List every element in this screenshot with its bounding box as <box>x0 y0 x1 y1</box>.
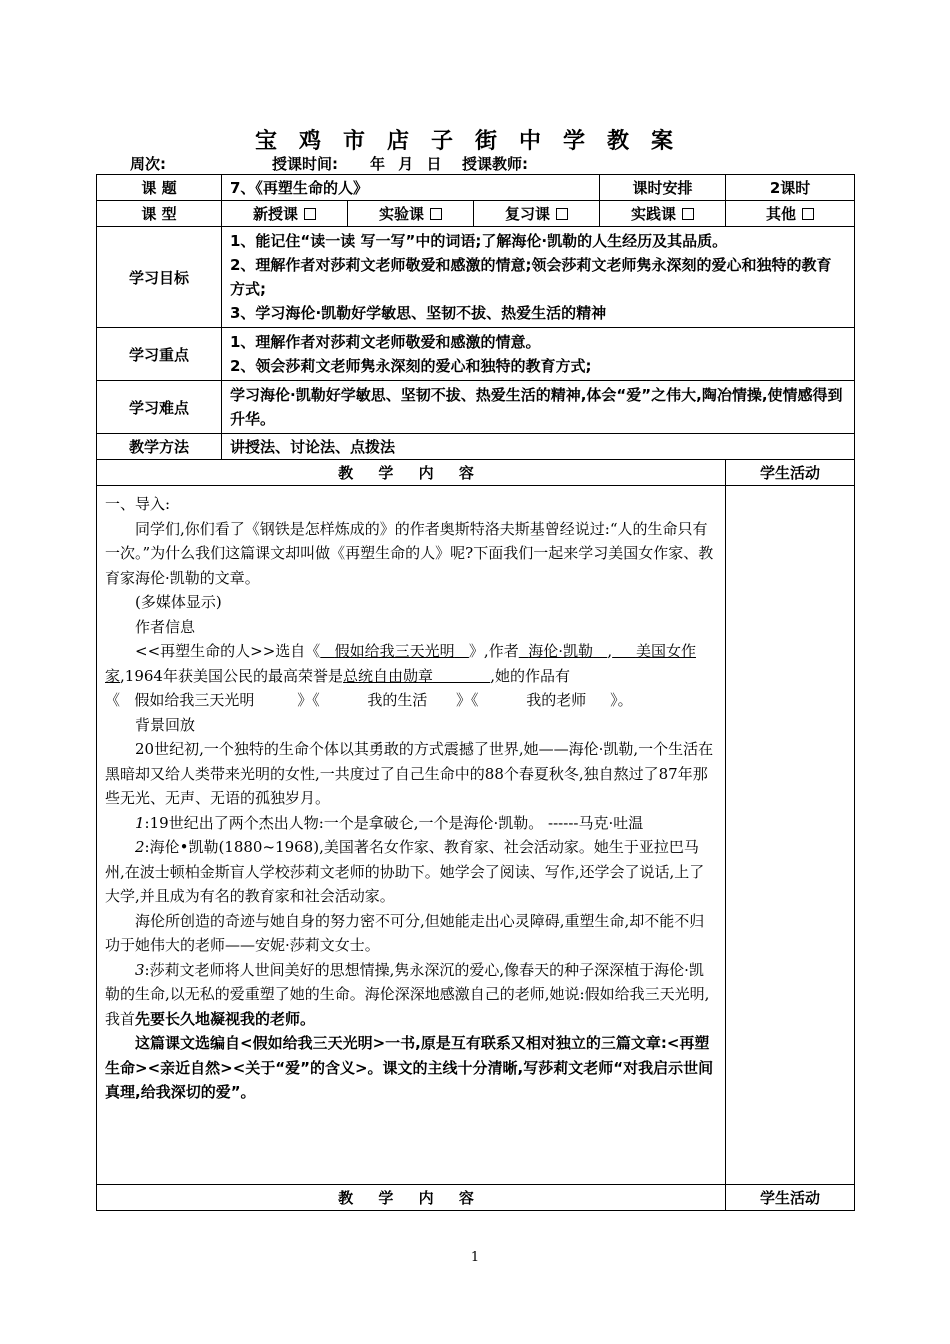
student-activity-header: 学生活动 <box>726 460 855 486</box>
hours-label: 课时安排 <box>600 175 726 201</box>
objectives-label: 学习目标 <box>97 227 222 328</box>
method-row <box>97 434 855 460</box>
type-option-review: 复习课 <box>474 201 600 227</box>
difficulties-label: 学习难点 <box>97 381 222 434</box>
key-point-item: 1、理解作者对莎莉文老师敬爱和感激的情意。 <box>230 333 541 351</box>
intro-heading: 一、导入: <box>105 495 171 513</box>
type-label: 课 型 <box>97 201 222 227</box>
page-title: 宝鸡市店子街中学教案 <box>254 129 695 154</box>
content-row <box>97 486 855 1185</box>
teacher-paragraph: 3:莎莉文老师将人世间美好的思想情操,隽永深沉的爱心,像春天的种子深深植于海伦·凯勒的生命,以无私的爱重塑了她的生命。海伦深深地感激自己的老师,她说:假如给我三天光明,我首先要长久地凝视我的老师。 <box>105 960 710 1028</box>
checkbox-icon[interactable] <box>556 208 568 220</box>
checkbox-icon[interactable] <box>430 208 442 220</box>
student-activity-cell <box>726 486 855 1185</box>
student-activity-header: 学生活动 <box>726 1185 855 1211</box>
objectives-row <box>97 227 855 328</box>
date-units: 年 月 日 <box>370 155 446 173</box>
difficulties-row <box>97 381 855 434</box>
miracle-paragraph: 海伦所创造的奇迹与她自身的努力密不可分,但她能走出心灵障碍,重塑生命,却不能不归功于她伟大的老师——安妮·莎莉文女士。 <box>105 911 705 954</box>
page-number: 1 <box>470 1250 480 1265</box>
background-heading: 背景回放 <box>135 715 196 734</box>
author-blank: 海伦·凯勒 <box>528 642 594 660</box>
method-value: 讲授法、讨论法、点拨法 <box>222 434 855 460</box>
nationality-blank: 美国女作家 <box>105 642 696 685</box>
content-header: 教 学 内 容 <box>97 1185 726 1211</box>
objective-item: 1、能记住“读一读 写一写”中的词语;了解海伦·凯勒的人生经历及其品质。 <box>230 232 728 250</box>
type-row <box>97 201 855 227</box>
topic-label: 课 题 <box>97 175 222 201</box>
background-paragraph: 20世纪初,一个独特的生命个体以其勇敢的方式震撼了世界,她——海伦·凯勒,一个生活在黑暗却又给人类带来光明的女性,一共度过了自己生命中的88个春夏秋冬,独自熬过了87年那些无光、无声、无语的孤独岁月。 <box>105 740 714 807</box>
multimedia-note: (多媒体显示) <box>135 593 222 611</box>
objective-item: 2、理解作者对莎莉文老师敬爱和感激的情意;领会莎莉文老师隽永深刻的爱心和独特的教育方式; <box>230 256 832 298</box>
checkbox-icon[interactable] <box>802 208 814 220</box>
type-option-other: 其他 <box>726 201 855 227</box>
type-option-practice: 实践课 <box>600 201 726 227</box>
checkbox-icon[interactable] <box>682 208 694 220</box>
hours-value: 2课时 <box>726 175 855 201</box>
time-label: 授课时间: <box>272 155 338 173</box>
key-points-content <box>222 328 855 381</box>
author-info-heading: 作者信息 <box>135 617 196 636</box>
topic-row <box>97 175 855 201</box>
quote-paragraph: 1:19世纪出了两个杰出人物:一个是拿破仑,一个是海伦·凯勒。 ------马克·吐温 <box>135 813 644 832</box>
biography-paragraph: 2:海伦•凯勒(1880~1968),美国著名女作家、教育家、社会活动家。她生于亚拉巴马州,在波士顿柏金斯盲人学校莎莉文老师的协助下。她学会了阅读、写作,还学会了说话,上了大学,并且成为有名的教育家和社会活动家。 <box>105 838 705 905</box>
teacher-label: 授课教师: <box>462 155 528 173</box>
intro-paragraph: 同学们,你们看了《钢铁是怎样炼成的》的作者奥斯特洛夫斯基曾经说过:“人的生命只有一次。”为什么我们这篇课文却叫做《再塑生命的人》呢?下面我们一起来学习美国女作家、教育家海伦·凯勒的文章。 <box>105 519 714 587</box>
difficulties-content: 学习海伦·凯勒好学敏思、坚韧不拔、热爱生活的精神,体会“爱”之伟大,陶冶情操,使情感得到升华。 <box>222 381 855 434</box>
checkbox-icon[interactable] <box>304 208 316 220</box>
author-info-paragraph: <<再塑生命的人>>选自《 假如给我三天光明 》,作者 海伦·凯勒 , 美国女作家,1964年获美国公民的最高荣誉是总统自由勋章 ,她的作品有 <box>105 642 696 685</box>
honor-blank: 总统自由勋章 <box>342 666 433 685</box>
type-option-new: 新授课 <box>222 201 348 227</box>
lesson-plan-table <box>96 174 855 1211</box>
teaching-content <box>97 486 726 1185</box>
content-header-row <box>97 460 855 486</box>
week-label: 周次: <box>130 155 166 173</box>
content-header: 教 学 内 容 <box>97 460 726 486</box>
objectives-content <box>222 227 855 328</box>
method-label: 教学方法 <box>97 434 222 460</box>
content-header-row-2 <box>97 1185 855 1211</box>
key-points-row <box>97 328 855 381</box>
works-line: 《 假如给我三天光明 》《 我的生活 》《 我的老师 》。 <box>105 691 633 709</box>
objective-item: 3、学习海伦·凯勒好学敏思、坚韧不拔、热爱生活的精神 <box>230 304 607 322</box>
topic-value: 7、《再塑生命的人》 <box>222 175 600 201</box>
key-points-label: 学习重点 <box>97 328 222 381</box>
key-point-item: 2、领会莎莉文老师隽永深刻的爱心和独特的教育方式; <box>230 357 592 375</box>
summary-paragraph: 这篇课文选编自<假如给我三天光明>一书,原是互有联系又相对独立的三篇文章:<再塑生命><亲近自然><关于“爱”的含义>。课文的主线十分清晰,写莎莉文老师“对我启示世间真理,给我深切的爱”。 <box>105 1034 714 1101</box>
book-title-blank: 假如给我三天光明 <box>334 642 455 660</box>
type-option-lab: 实验课 <box>348 201 474 227</box>
